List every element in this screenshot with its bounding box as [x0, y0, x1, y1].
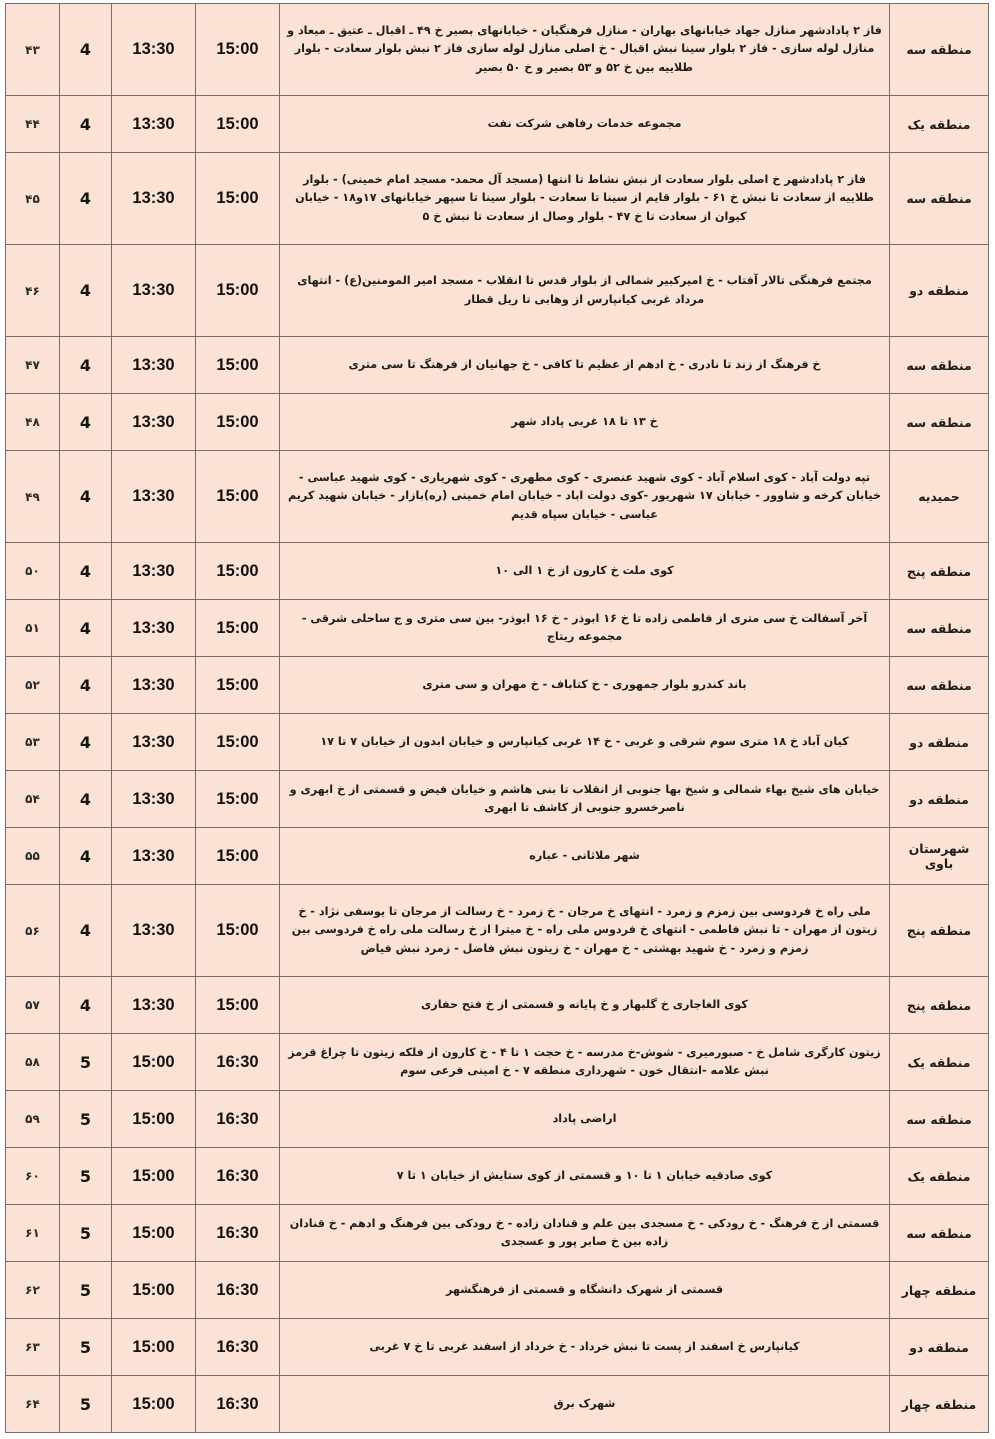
- cell-end-time: 16:30: [196, 1148, 280, 1205]
- cell-end-time: 15:00: [196, 543, 280, 600]
- cell-region: منطقه سه: [890, 337, 989, 394]
- cell-end-time: 15:00: [196, 4, 280, 96]
- cell-row-number: ۵۴: [6, 771, 60, 828]
- cell-description: خ فرهنگ از زند تا نادری - خ ادهم از عظیم تا کافی - خ جهانیان از فرهنگ تا سی متری: [280, 337, 890, 394]
- cell-row-number: ۴۴: [6, 96, 60, 153]
- cell-group-number: 5: [60, 1319, 112, 1376]
- cell-start-time: 15:00: [112, 1205, 196, 1262]
- table-row: [6, 828, 989, 885]
- cell-region: منطقه چهار: [890, 1376, 989, 1433]
- cell-region: منطقه یک: [890, 1148, 989, 1205]
- cell-start-time: 13:30: [112, 771, 196, 828]
- cell-row-number: ۴۹: [6, 451, 60, 543]
- table-row: [6, 1148, 989, 1205]
- cell-description: خ ۱۳ تا ۱۸ غربی پاداد شهر: [280, 394, 890, 451]
- cell-start-time: 13:30: [112, 337, 196, 394]
- cell-row-number: ۴۸: [6, 394, 60, 451]
- cell-group-number: 4: [60, 153, 112, 245]
- cell-description: قسمتی از خ فرهنگ - خ رودکی - خ مسجدی بین علم و قنادان زاده - خ رودکی بین فرهنگ و ادهم - خ قنادان زاده بین خ صابر پور و عسجدی: [280, 1205, 890, 1262]
- table-row: [6, 657, 989, 714]
- table-row: [6, 1034, 989, 1091]
- cell-end-time: 15:00: [196, 153, 280, 245]
- cell-start-time: 13:30: [112, 977, 196, 1034]
- cell-end-time: 16:30: [196, 1034, 280, 1091]
- cell-region: منطقه سه: [890, 657, 989, 714]
- cell-description: ملی راه خ فردوسی بین زمزم و زمرد - انتهای خ مرجان - خ زمرد - خ رسالت از مرجان تا یوسفی نژاد - خ زیتون از مهران - تا نبش فاطمی - انتهای خ فردوس ملی راه - خ میترا از خ رسالت ملی راه خ فردوسی بین زمزم و زمرد - خ شهید بهشتی - خ مهران - خ زیتون نبش فاضل - زمرد نبش فیاض: [280, 885, 890, 977]
- cell-description: شهرک برق: [280, 1376, 890, 1433]
- cell-region: منطقه پنج: [890, 543, 989, 600]
- table-row: [6, 885, 989, 977]
- cell-group-number: 5: [60, 1376, 112, 1433]
- table-row: [6, 977, 989, 1034]
- cell-group-number: 4: [60, 394, 112, 451]
- cell-row-number: ۶۱: [6, 1205, 60, 1262]
- cell-group-number: 4: [60, 451, 112, 543]
- cell-region: منطقه پنج: [890, 885, 989, 977]
- cell-region: منطقه یک: [890, 96, 989, 153]
- cell-description: تپه دولت آباد - کوی اسلام آباد - کوی شهید عنصری - کوی مطهری - کوی شهریاری - کوی شهید عباسی - خیابان کرخه و شاوور - خیابان ۱۷ شهریور -کوی دولت اباد - خیابان امام خمینی (ره)بازار - خیابان شهید کریم عباسی - خیابان سپاه قدیم: [280, 451, 890, 543]
- cell-description: باند کندرو بلوار جمهوری - خ کتاباف - خ مهران و سی متری: [280, 657, 890, 714]
- cell-description: خیابان های شیخ بهاء شمالی و شیخ بها جنوبی از انقلاب تا بنی هاشم و خیابان فیض و قسمتی از خ ابهری و ناصرخسرو جنوبی از کاشف تا ابهری: [280, 771, 890, 828]
- outage-schedule-table: [5, 3, 989, 1433]
- cell-group-number: 5: [60, 1091, 112, 1148]
- cell-region: منطقه پنج: [890, 977, 989, 1034]
- table-row: [6, 245, 989, 337]
- cell-region: منطقه سه: [890, 394, 989, 451]
- cell-group-number: 4: [60, 543, 112, 600]
- cell-description: فاز ۲ پادادشهر منازل جهاد خیابانهای بهاران - منازل فرهنگیان - خیابانهای بصیر خ ۴۹ ـ اقبال ـ عتیق ـ میعاد و منازل لوله سازی - فاز ۲ بلوار سینا نبش اقبال - خ اصلی منازل لوله سازی فاز ۲ نبش بلوار سعادت - بلوار طلاییه بین خ ۵۲ و ۵۳ بصیر و خ ۵۰ بصیر: [280, 4, 890, 96]
- cell-row-number: ۶۰: [6, 1148, 60, 1205]
- cell-group-number: 4: [60, 657, 112, 714]
- cell-region: منطقه سه: [890, 4, 989, 96]
- cell-region: شهرستان باوی: [890, 828, 989, 885]
- cell-row-number: ۵۹: [6, 1091, 60, 1148]
- cell-start-time: 15:00: [112, 1034, 196, 1091]
- cell-group-number: 4: [60, 714, 112, 771]
- cell-row-number: ۶۲: [6, 1262, 60, 1319]
- cell-group-number: 4: [60, 885, 112, 977]
- cell-start-time: 13:30: [112, 245, 196, 337]
- cell-start-time: 15:00: [112, 1091, 196, 1148]
- table-row: [6, 600, 989, 657]
- table-row: [6, 1319, 989, 1376]
- cell-row-number: ۵۷: [6, 977, 60, 1034]
- cell-group-number: 4: [60, 600, 112, 657]
- cell-end-time: 15:00: [196, 828, 280, 885]
- cell-start-time: 15:00: [112, 1319, 196, 1376]
- cell-description: اراضی پاداد: [280, 1091, 890, 1148]
- cell-row-number: ۶۴: [6, 1376, 60, 1433]
- cell-description: کوی صادقیه خیابان ۱ تا ۱۰ و قسمتی از کوی ستایش از خیابان ۱ تا ۷: [280, 1148, 890, 1205]
- cell-description: زیتون کارگری شامل خ - صبورمیری - شوش-خ مدرسه - خ حجت ۱ تا ۴ - خ کارون از فلکه زیتون تا چراغ قرمز نبش علامه -انتقال خون - شهرداری منطقه ۷ - خ امینی فرعی سوم: [280, 1034, 890, 1091]
- cell-region: منطقه دو: [890, 771, 989, 828]
- cell-description: قسمتی از شهرک دانشگاه و قسمتی از فرهنگشهر: [280, 1262, 890, 1319]
- cell-end-time: 15:00: [196, 657, 280, 714]
- cell-group-number: 4: [60, 245, 112, 337]
- cell-end-time: 15:00: [196, 714, 280, 771]
- cell-description: شهر ملاثانی - عباره: [280, 828, 890, 885]
- cell-row-number: ۵۲: [6, 657, 60, 714]
- cell-start-time: 13:30: [112, 394, 196, 451]
- cell-end-time: 15:00: [196, 977, 280, 1034]
- cell-group-number: 4: [60, 828, 112, 885]
- table-row: [6, 451, 989, 543]
- cell-row-number: ۵۱: [6, 600, 60, 657]
- table-row: [6, 1205, 989, 1262]
- cell-group-number: 4: [60, 96, 112, 153]
- cell-group-number: 5: [60, 1148, 112, 1205]
- table-body: [6, 4, 989, 1433]
- cell-region: منطقه سه: [890, 1205, 989, 1262]
- cell-end-time: 16:30: [196, 1091, 280, 1148]
- cell-start-time: 13:30: [112, 451, 196, 543]
- cell-region: منطقه سه: [890, 153, 989, 245]
- cell-row-number: ۵۵: [6, 828, 60, 885]
- cell-start-time: 13:30: [112, 828, 196, 885]
- cell-group-number: 4: [60, 337, 112, 394]
- cell-row-number: ۴۳: [6, 4, 60, 96]
- cell-group-number: 4: [60, 771, 112, 828]
- cell-end-time: 15:00: [196, 337, 280, 394]
- cell-end-time: 15:00: [196, 600, 280, 657]
- table-row: [6, 153, 989, 245]
- cell-description: مجموعه خدمات رفاهی شرکت نفت: [280, 96, 890, 153]
- cell-end-time: 16:30: [196, 1376, 280, 1433]
- cell-end-time: 16:30: [196, 1205, 280, 1262]
- cell-row-number: ۶۳: [6, 1319, 60, 1376]
- cell-description: کیانپارس خ اسفند از پست تا نبش خرداد - خ خرداد از اسفند غربی تا خ ۷ غربی: [280, 1319, 890, 1376]
- cell-row-number: ۴۶: [6, 245, 60, 337]
- cell-end-time: 15:00: [196, 885, 280, 977]
- cell-start-time: 13:30: [112, 657, 196, 714]
- cell-row-number: ۵۰: [6, 543, 60, 600]
- cell-start-time: 13:30: [112, 543, 196, 600]
- table-row: [6, 1262, 989, 1319]
- cell-row-number: ۴۵: [6, 153, 60, 245]
- table-row: [6, 543, 989, 600]
- cell-start-time: 13:30: [112, 600, 196, 657]
- cell-group-number: 4: [60, 4, 112, 96]
- table-row: [6, 96, 989, 153]
- cell-end-time: 15:00: [196, 96, 280, 153]
- cell-end-time: 15:00: [196, 394, 280, 451]
- cell-region: حمیدیه: [890, 451, 989, 543]
- cell-row-number: ۴۷: [6, 337, 60, 394]
- table-row: [6, 714, 989, 771]
- cell-row-number: ۵۳: [6, 714, 60, 771]
- cell-row-number: ۵۶: [6, 885, 60, 977]
- cell-group-number: 4: [60, 977, 112, 1034]
- cell-start-time: 15:00: [112, 1148, 196, 1205]
- cell-start-time: 15:00: [112, 1262, 196, 1319]
- cell-row-number: ۵۸: [6, 1034, 60, 1091]
- cell-description: فاز ۲ پادادشهر خ اصلی بلوار سعادت از نبش نشاط تا انتها (مسجد آل محمد- مسجد امام خمینی) - بلوار طلاییه از سعادت تا نبش خ ۶۱ - بلوار قایم از سینا تا سعادت - بلوار سینا تا سپهر خیابانهای ۱۷و۱۸ - خیابان کیوان از سعادت تا خ ۴۷ - بلوار وصال از سعادت تا نبش خ ۵: [280, 153, 890, 245]
- cell-start-time: 15:00: [112, 1376, 196, 1433]
- cell-end-time: 15:00: [196, 451, 280, 543]
- cell-group-number: 5: [60, 1262, 112, 1319]
- cell-start-time: 13:30: [112, 153, 196, 245]
- cell-region: منطقه سه: [890, 1091, 989, 1148]
- cell-end-time: 16:30: [196, 1319, 280, 1376]
- table-row: [6, 1376, 989, 1433]
- cell-group-number: 5: [60, 1205, 112, 1262]
- cell-region: منطقه دو: [890, 245, 989, 337]
- cell-region: منطقه سه: [890, 600, 989, 657]
- cell-region: منطقه یک: [890, 1034, 989, 1091]
- cell-end-time: 15:00: [196, 245, 280, 337]
- cell-description: کیان آباد خ ۱۸ متری سوم شرقی و غربی - خ ۱۴ غربی کیانپارس و خیابان ابدون از خیابان ۷ تا ۱۷: [280, 714, 890, 771]
- cell-description: آخر آسفالت خ سی متری از فاطمی زاده تا خ ۱۶ ابوذر - خ ۱۶ ابوذر- بین سی متری و ج ساحلی شرقی - مجموعه ریتاج: [280, 600, 890, 657]
- cell-end-time: 16:30: [196, 1262, 280, 1319]
- cell-region: منطقه چهار: [890, 1262, 989, 1319]
- cell-description: مجتمع فرهنگی تالار آفتاب - خ امیرکبیر شمالی از بلوار قدس تا انقلاب - مسجد امیر المومنین(ع) - انتهای مرداد غربی کیانپارس از وهابی تا ریل قطار: [280, 245, 890, 337]
- table-row: [6, 4, 989, 96]
- table-row: [6, 394, 989, 451]
- table-row: [6, 337, 989, 394]
- cell-start-time: 13:30: [112, 4, 196, 96]
- cell-region: منطقه دو: [890, 714, 989, 771]
- cell-group-number: 5: [60, 1034, 112, 1091]
- cell-start-time: 13:30: [112, 714, 196, 771]
- cell-start-time: 13:30: [112, 885, 196, 977]
- cell-region: منطقه دو: [890, 1319, 989, 1376]
- cell-start-time: 13:30: [112, 96, 196, 153]
- table-row: [6, 1091, 989, 1148]
- cell-description: کوی ملت خ کارون از خ ۱ الی ۱۰: [280, 543, 890, 600]
- table-row: [6, 771, 989, 828]
- cell-end-time: 15:00: [196, 771, 280, 828]
- cell-description: کوی الغاجاری خ گلبهار و خ پایانه و قسمتی از خ فتح حفاری: [280, 977, 890, 1034]
